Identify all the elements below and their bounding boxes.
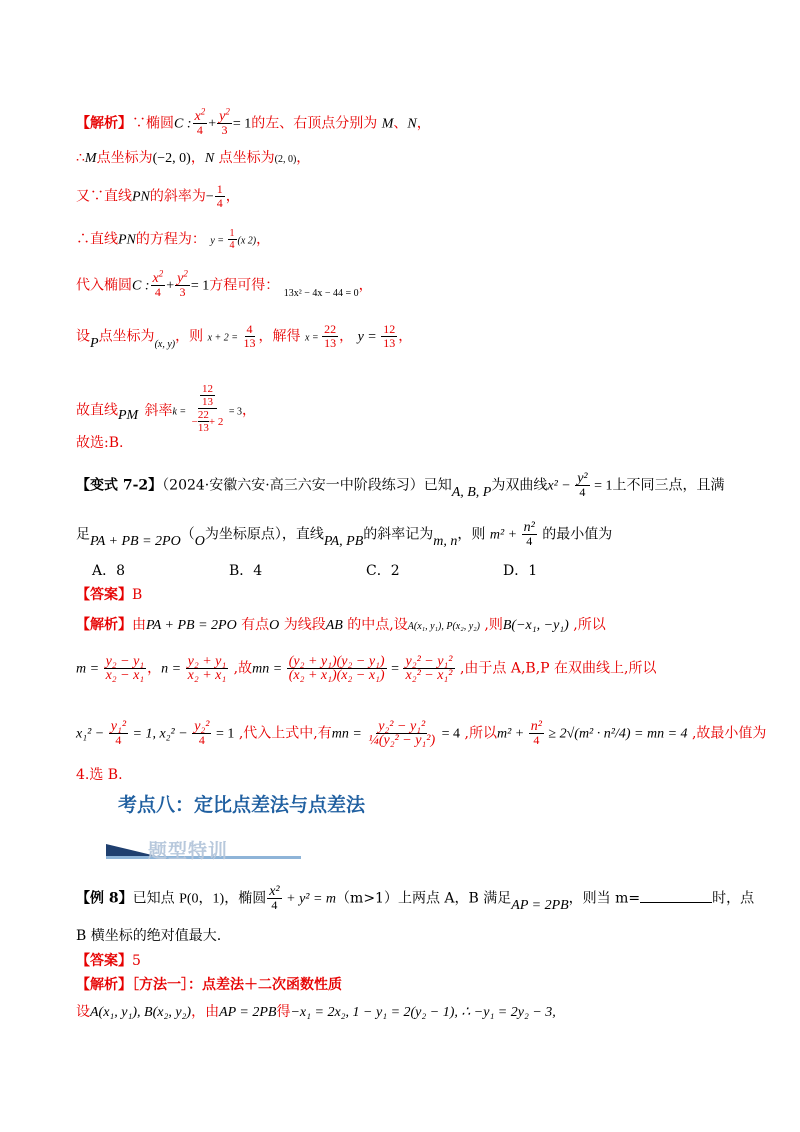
example-question-line-1: 【例 8】已知点 P(0，1)，椭圆 $\frac{\text{x²}}{4}$ + y² = m（m>1）上两点 A，B 满足AP = 2PB，则当 m= 时，点	[76, 884, 755, 913]
example-question-line-2: B 横坐标的绝对值最大.	[76, 928, 222, 944]
option-d: D．1	[503, 563, 538, 579]
option-a: A．8	[92, 563, 126, 579]
variant-tag: 【变式 7-2】	[76, 477, 163, 494]
solution-line-6: 设P点坐标为$_{(x, y)}$，则 x + 2 = $\frac{4}{13}$ ，解得 x = $\frac{22}{13}$ ， y = $\frac{12}{13}$ ，	[76, 322, 413, 351]
fill-in-blank	[640, 888, 712, 903]
example-tag: 【例 8】	[76, 890, 133, 907]
solution-line-3: 又∵直线PN的斜率为− $\frac{1}{4}$ ，	[76, 182, 240, 210]
section-heading: 考点八：定比点差法与点差法	[118, 794, 366, 816]
example-solution-line: 设A(x₁, y₁), B(x₂, y₂)，由AP = 2PB得−x₁ = 2x₂, 1 − y₁ = 2(y₂ − 1), ∴ −y₁ = 2y₂ − 3,	[76, 1004, 556, 1020]
solution-line-5: 代入椭圆C : $\frac{x^2}{4}$ + $\frac{y^2}{3}$ = 1方程可得： $_{13x^2 - 4x - 44 = 0}$，	[76, 268, 373, 299]
option-b: B．4	[229, 563, 263, 579]
variant-solution-line-3: x₁² − $\frac{\text{y₁²}}{4}$ = 1, x₂² − $\frac{\text{y₂²}}{4}$ = 1 ,代入上式中,有mn = $\frac{\text{y₂² − y₁²}}{\text{¼(y₂² − y₁²)}}$ = 4 ,所以m² + $\frac{\text{n²}}{4}$ ≥ 2√(m² · n²/4) = mn = 4 ,故最小值为	[76, 719, 767, 748]
banner-label: 题型特训	[148, 840, 229, 862]
example-answer-line: 【答案】5	[76, 953, 141, 969]
option-c: C．2	[366, 563, 400, 579]
solution-choice: 故选:B.	[76, 435, 124, 451]
variant-solution-line-2: m = $\frac{\text{y₂ − y₁}}{\text{x₂ − x₁}}$ ，n = $\frac{\text{y₂ + y₁}}{\text{x₂ + x₁}}$ ,故mn = $\frac{\text{(y₂ + y₁)(y₂ − y₁)}}{\text{(x₂ + x₁)(x₂ − x₁)}}$ = $\frac{\text{y₂² − y₁²}}{\text{x₂² − x₁²}}$ ,由于点 A,B,P 在双曲线上,所以	[76, 654, 657, 683]
variant-question-line-1: 【变式 7-2】（2024·安徽六安·高三六安一中阶段练习）已知A, B, P为双曲线x² − $\frac{\text{y²}}{4}$ = 1上不同三点，且满	[76, 471, 725, 500]
example-solution-method: 【解析】［方法一］：点差法＋二次函数性质	[76, 977, 342, 993]
solution-line-2: ∴M点坐标为(−2, 0)，N 点坐标为(2, 0)，	[76, 150, 311, 166]
answer-line: 【答案】B	[76, 587, 143, 603]
solution-line-7: 故直线 PM 斜率k = 12 13 − $\frac{22}{13}$ + 2 = 3，	[76, 383, 256, 434]
analysis-tag: 【解析】	[76, 115, 132, 132]
answer-options	[92, 560, 640, 580]
solution-line-4: ∴直线PN的方程为： y = $\frac{1}{4}$ (x 2)，	[76, 228, 271, 251]
section-banner	[106, 838, 301, 862]
variant-solution-line-1: 【解析】由PA + PB = 2PO 有点O 为线段AB 的中点,设A(x₁, y₁), P(x₂, y₂) ,则B(−x₁, −y₁) ,所以	[76, 617, 606, 633]
variant-solution-line-4: 4.选 B.	[76, 767, 123, 783]
solution-line-1: 【解析】∵椭圆C : $\frac{x^2}{4}$ + $\frac{y^2}{3}$ = 1的左、右顶点分别为 M、N，	[76, 106, 431, 137]
variant-question-line-2: 足PA + PB = 2PO（O为坐标原点），直线PA, PB的斜率记为m, n，则 m² + $\frac{\text{n²}}{4}$ 的最小值为	[76, 520, 613, 549]
